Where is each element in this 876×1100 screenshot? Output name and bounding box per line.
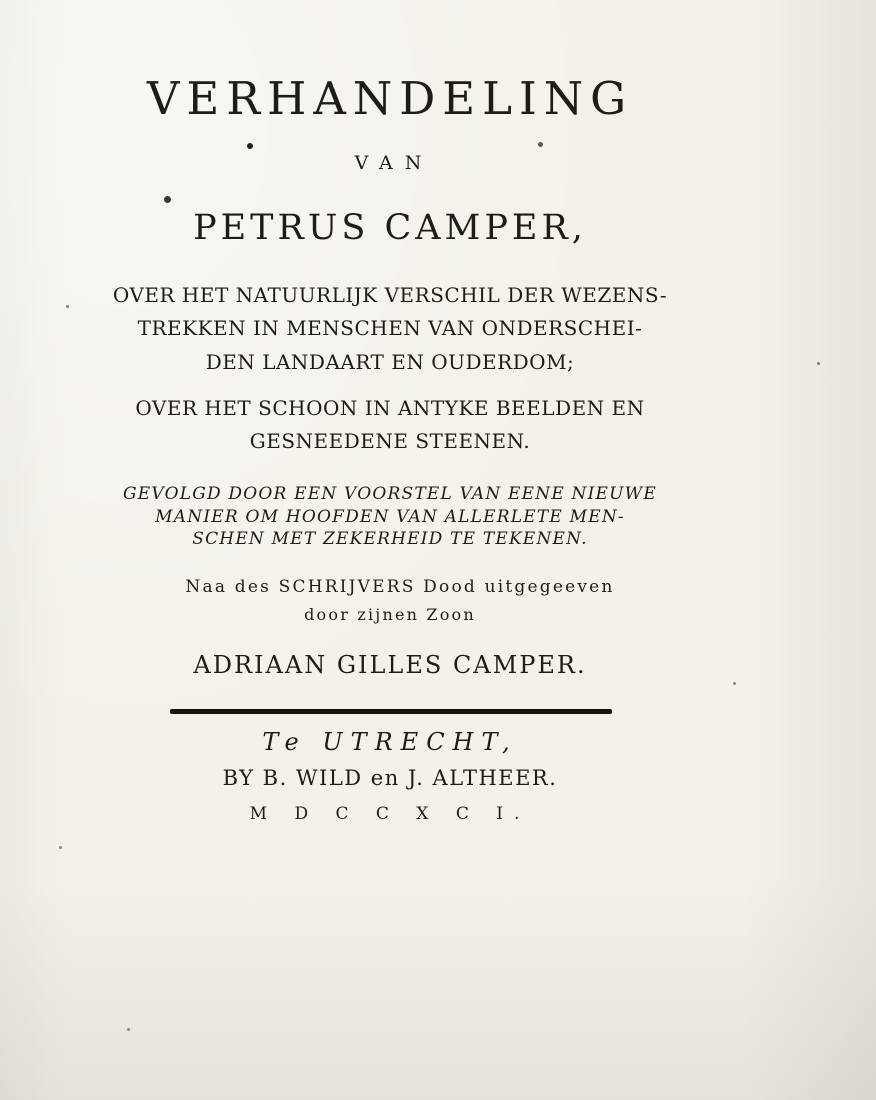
subtitle-line-4: OVER HET SCHOON IN ANTYKE BEELDEN EN [135, 396, 645, 420]
ink-speck [164, 196, 171, 203]
editor-line-2: door zijnen Zoon [304, 605, 476, 624]
continuation-line-3: SCHEN MET ZEKERHEID TE TEKENEN. [192, 529, 588, 549]
ink-speck [66, 305, 69, 308]
book-title: VERHANDELING [146, 72, 634, 125]
continuation-line-1: GEVOLGD DOOR EEN VOORSTEL VAN EENE NIEUWE [123, 484, 657, 504]
imprint-city: Te UTRECHT, [262, 728, 518, 756]
ink-speck [59, 846, 62, 849]
author-name: PETRUS CAMPER, [193, 208, 587, 248]
subtitle-line-1: OVER HET NATUURLIJK VERSCHIL DER WEZENS- [112, 283, 668, 307]
imprint-printers: BY B. WILD en J. ALTHEER. [222, 766, 558, 790]
title-connector: VAN [354, 152, 434, 174]
ink-speck [127, 1028, 130, 1031]
ink-speck [247, 143, 253, 149]
subtitle-line-5: GESNEEDENE STEENEN. [249, 429, 531, 453]
editor-line-1: Naa des SCHRIJVERS Dood uitgegeeven [185, 577, 615, 597]
subtitle-line-2: TREKKEN IN MENSCHEN VAN ONDERSCHEI- [137, 316, 643, 340]
ink-speck [733, 682, 736, 685]
ink-speck [817, 362, 820, 365]
subtitle-line-3: DEN LANDAART EN OUDERDOM; [205, 350, 575, 374]
imprint-year: M D C C X C I. [249, 804, 531, 824]
imprint-divider-rule [170, 709, 612, 714]
continuation-line-2: MANIER OM HOOFDEN VAN ALLERLETE MEN- [155, 507, 625, 527]
editor-name: ADRIAAN GILLES CAMPER. [193, 651, 587, 679]
ink-speck [538, 142, 543, 147]
